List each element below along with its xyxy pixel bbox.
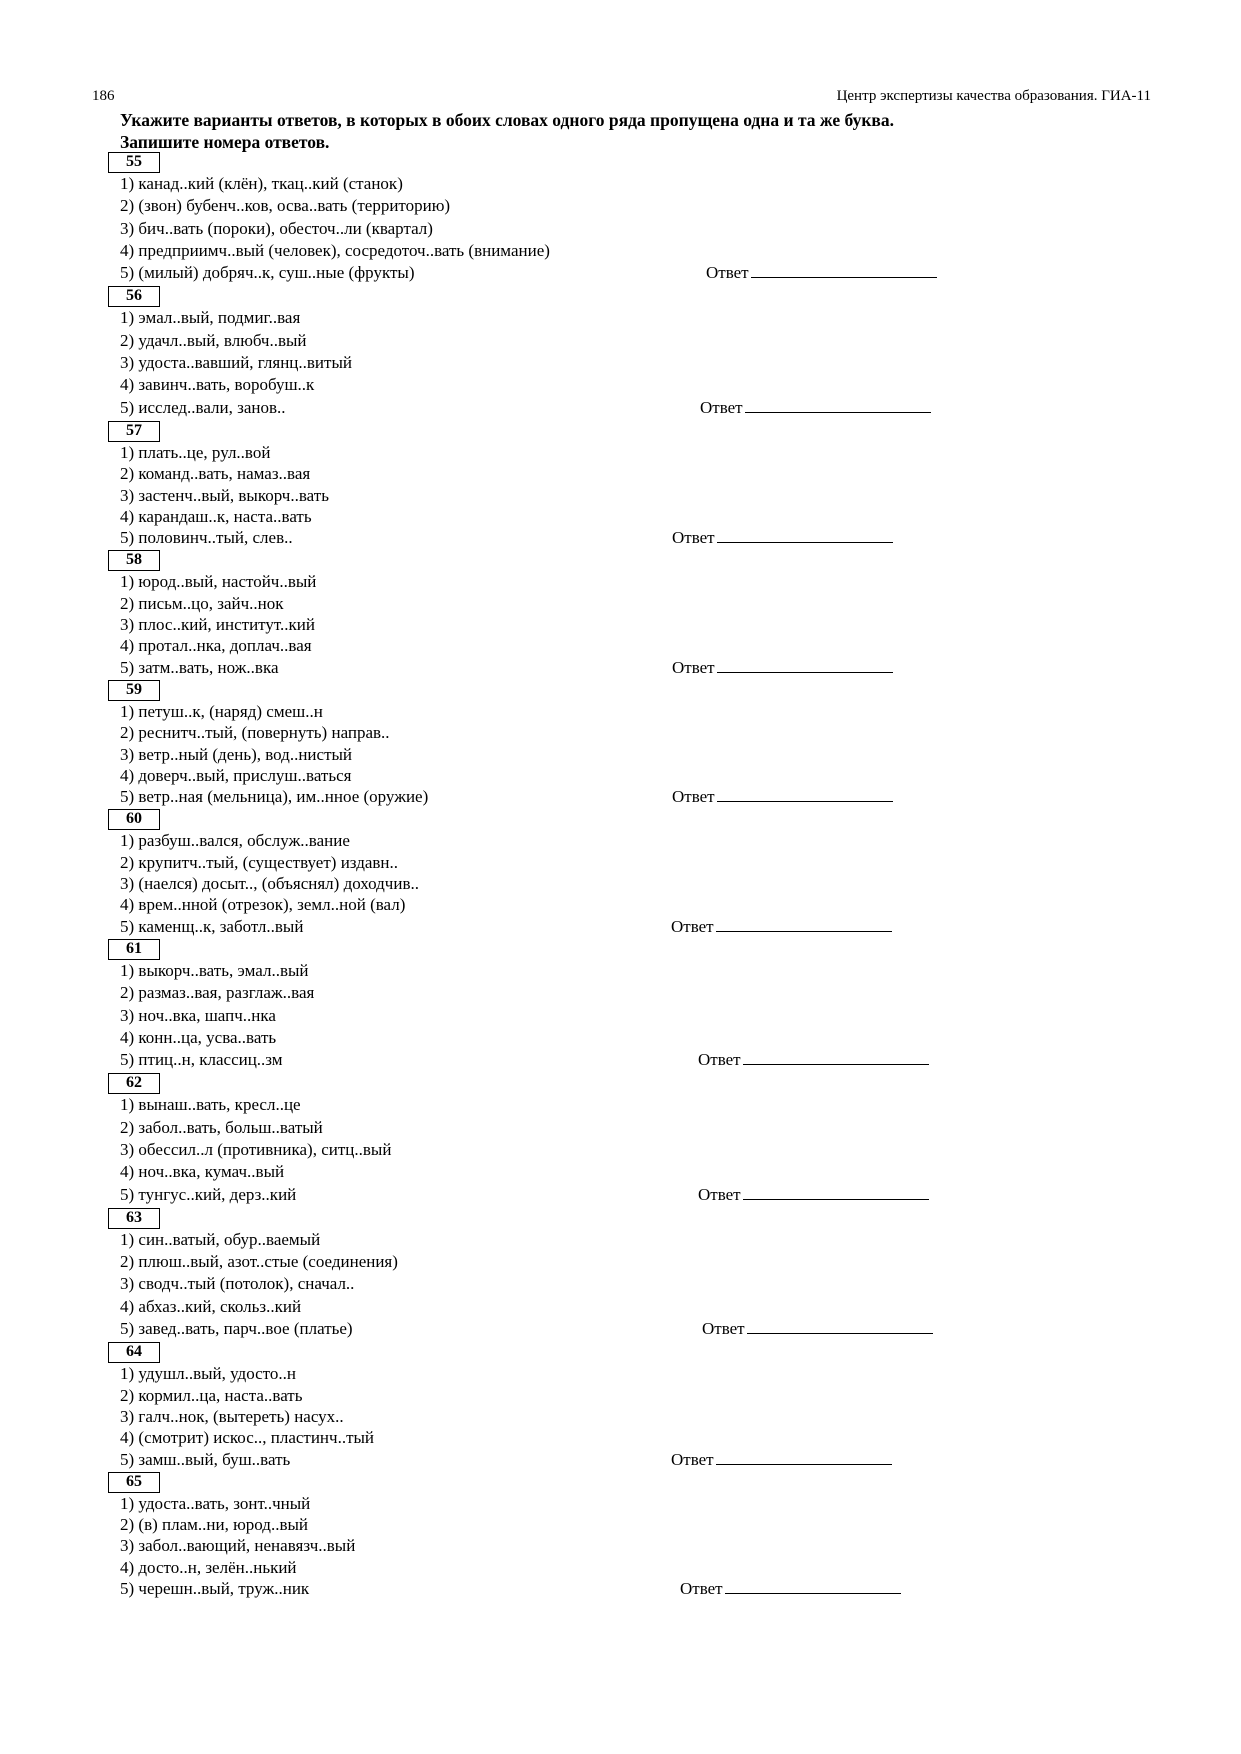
answer-line [716, 1463, 892, 1465]
task-number-box: 58 [108, 550, 160, 571]
option: 3) удоста..вавший, глянц..витый [120, 353, 352, 373]
answer-line [743, 1063, 929, 1065]
answer-line [747, 1332, 933, 1334]
option: 4) абхаз..кий, скольз..кий [120, 1296, 302, 1316]
answer-field[interactable] [706, 262, 937, 284]
option: 3) забол..вающий, ненавязч..вый [120, 1536, 356, 1556]
option: 4) врем..нной (отрезок), земл..ной (вал) [120, 895, 406, 915]
page-number: 186 [92, 88, 115, 104]
option: 3) сводч..тый (потолок), сначал.. [120, 1274, 355, 1294]
option: 1) син..ватый, обур..ваемый [120, 1229, 321, 1249]
task-58 [108, 550, 1148, 677]
option: 4) карандаш..к, наста..вать [120, 506, 312, 526]
task-number-box: 57 [108, 421, 160, 442]
option: 2) удачл..вый, влюбч..вый [120, 330, 307, 350]
answer-field[interactable] [671, 916, 892, 937]
option: 5) птиц..н, классиц..зм [120, 1050, 283, 1070]
task-65 [108, 1472, 1148, 1599]
answer-field[interactable] [672, 527, 893, 548]
answer-line [717, 541, 893, 543]
answer-label: Ответ [706, 263, 749, 283]
option: 2) размаз..вая, разглаж..вая [120, 983, 315, 1003]
option: 3) (наелся) досыт.., (объяснял) доходчив.. [120, 874, 419, 894]
answer-line [717, 800, 893, 802]
option: 3) ноч..вка, шапч..нка [120, 1005, 276, 1025]
task-number-box: 63 [108, 1208, 160, 1229]
option: 5) замш..вый, буш..вать [120, 1449, 291, 1469]
instruction-line-2: Запишите номера ответов. [120, 132, 330, 152]
answer-field[interactable] [671, 1449, 892, 1470]
answer-line [751, 276, 937, 278]
answer-label: Ответ [672, 528, 715, 548]
task-number-box: 56 [108, 286, 160, 307]
option: 3) бич..вать (пороки), обесточ..ли (квартал) [120, 218, 433, 238]
answer-line [745, 411, 931, 413]
option: 4) протал..нка, доплач..вая [120, 636, 312, 656]
task-number-box: 64 [108, 1342, 160, 1363]
answer-field[interactable] [700, 397, 931, 419]
answer-field[interactable] [672, 657, 893, 678]
answer-field[interactable] [702, 1318, 933, 1340]
option: 4) досто..н, зелён..нький [120, 1557, 297, 1577]
answer-line [717, 671, 893, 673]
option: 2) команд..вать, намаз..вая [120, 464, 311, 484]
option: 2) кормил..ца, наста..вать [120, 1385, 303, 1405]
option: 5) (милый) добряч..к, суш..ные (фрукты) [120, 263, 415, 283]
task-60 [108, 809, 1148, 936]
answer-line [725, 1592, 901, 1594]
answer-label: Ответ [702, 1319, 745, 1339]
task-number-box: 65 [108, 1472, 160, 1493]
option: 1) разбуш..вался, обслуж..вание [120, 831, 350, 851]
task-57 [108, 421, 1148, 548]
option: 5) затм..вать, нож..вка [120, 657, 279, 677]
option: 1) удушл..вый, удосто..н [120, 1364, 296, 1384]
task-59 [108, 680, 1148, 807]
answer-label: Ответ [698, 1184, 741, 1204]
option: 1) плать..це, рул..вой [120, 442, 271, 462]
answer-field[interactable] [680, 1578, 901, 1599]
answer-line [716, 930, 892, 932]
option: 4) ноч..вка, кумач..вый [120, 1162, 285, 1182]
option: 2) письм..цо, зайч..нок [120, 593, 284, 613]
option: 2) забол..вать, больш..ватый [120, 1117, 323, 1137]
option: 4) завинч..вать, воробуш..к [120, 375, 315, 395]
option: 1) канад..кий (клён), ткац..кий (станок) [120, 174, 403, 193]
task-number-box: 60 [108, 809, 160, 830]
task-61 [108, 939, 1148, 1071]
task-number-box: 62 [108, 1073, 160, 1094]
answer-label: Ответ [698, 1050, 741, 1070]
option: 1) юрод..вый, настойч..вый [120, 572, 317, 592]
answer-label: Ответ [700, 397, 743, 417]
option: 3) плос..кий, институт..кий [120, 615, 315, 635]
task-64 [108, 1342, 1148, 1469]
option: 1) удоста..вать, зонт..чный [120, 1493, 311, 1513]
option: 5) завед..вать, парч..вое (платье) [120, 1319, 353, 1339]
task-62 [108, 1073, 1148, 1205]
task-number-box: 55 [108, 152, 160, 173]
option: 1) вынаш..вать, кресл..це [120, 1095, 301, 1115]
option: 4) предприимч..вый (человек), сосредоточ..вать (внимание) [120, 240, 550, 260]
option: 4) конн..ца, усва..вать [120, 1027, 277, 1047]
instruction-line-1: Укажите варианты ответов, в которых в обоих словах одного ряда пропущена одна и та же буква. [120, 110, 894, 130]
answer-line [743, 1198, 929, 1200]
option: 5) ветр..ная (мельница), им..нное (оружие) [120, 787, 429, 807]
option: 3) застенч..вый, выкорч..вать [120, 485, 329, 505]
option: 2) (звон) бубенч..ков, осва..вать (территорию) [120, 196, 451, 216]
option: 2) (в) плам..ни, юрод..вый [120, 1515, 308, 1535]
option: 4) (смотрит) искос.., пластинч..тый [120, 1428, 375, 1448]
option: 5) исслед..вали, занов.. [120, 397, 286, 417]
answer-field[interactable] [698, 1049, 929, 1071]
task-list [108, 152, 1148, 1599]
answer-label: Ответ [672, 657, 715, 677]
option: 5) половинч..тый, слев.. [120, 528, 293, 548]
task-55 [108, 152, 1148, 284]
option: 3) обессил..л (противника), ситц..вый [120, 1139, 392, 1159]
option: 5) каменщ..к, заботл..вый [120, 916, 304, 936]
option: 1) эмал..вый, подмиг..вая [120, 308, 301, 328]
task-63 [108, 1208, 1148, 1340]
option: 2) плюш..вый, азот..стые (соединения) [120, 1252, 398, 1272]
option: 1) петуш..к, (наряд) смеш..н [120, 701, 323, 721]
option: 2) крупитч..тый, (существует) издавн.. [120, 852, 399, 872]
task-number-box: 59 [108, 680, 160, 701]
option: 3) ветр..ный (день), вод..нистый [120, 744, 353, 764]
answer-label: Ответ [671, 1449, 714, 1469]
option: 2) реснитч..тый, (повернуть) направ.. [120, 723, 390, 743]
answer-field[interactable] [672, 786, 893, 807]
answer-field[interactable] [698, 1184, 929, 1206]
option: 3) галч..нок, (вытереть) насух.. [120, 1406, 344, 1426]
option: 5) тунгус..кий, дерз..кий [120, 1184, 297, 1204]
option: 1) выкорч..вать, эмал..вый [120, 960, 309, 980]
answer-label: Ответ [672, 787, 715, 807]
task-number-box: 61 [108, 939, 160, 960]
answer-label: Ответ [671, 916, 714, 936]
task-56 [108, 286, 1148, 418]
option: 5) черешн..вый, труж..ник [120, 1579, 310, 1599]
running-header: Центр экспертизы качества образования. ГИА-11 [836, 88, 1151, 104]
option: 4) доверч..вый, прислуш..ваться [120, 765, 352, 785]
instruction [120, 109, 1080, 153]
answer-label: Ответ [680, 1579, 723, 1599]
